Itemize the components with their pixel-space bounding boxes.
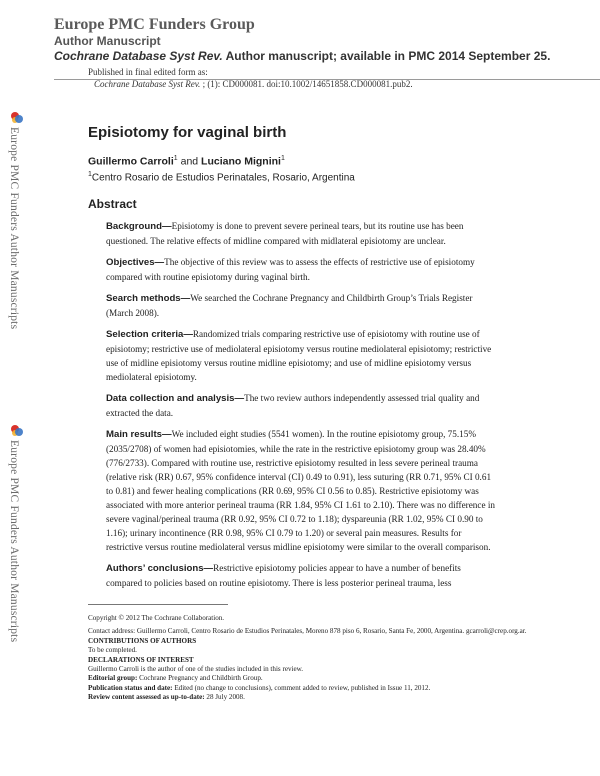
abstract-section (106, 561, 498, 590)
abstract-section (106, 255, 498, 284)
published-citation (88, 78, 558, 90)
author-manuscript-label: Author Manuscript (54, 34, 161, 48)
abstract-section (106, 219, 498, 248)
abstract-section-label: Background— (106, 221, 172, 232)
author-name: Luciano Mignini (201, 155, 281, 168)
review-label: Review content assessed as up-to-date: (88, 693, 205, 702)
abstract-section-label: Data collection and analysis— (106, 393, 245, 404)
abstract-section-text: We included eight studies (5541 women). In the routine episiotomy group, 75.15% (2035/2708) of women had episiotomies, while the rate in the restrictive episiotomy group was 28.40% (776/2733). Compared with routine use, restrictive episiotomy resulted in less severe perineal trauma (relative risk (RR) 0.67, 95% confidence interval (CI) 0.49 to 0.91), less suturing (RR 0.71, 95% CI 0.61 to 0.81) and fewer healing complications (RR 0.69, 95% CI 0.56 to 0.85). Restrictive episiotomy was associated with more anterior perineal trauma (RR 1.84, 95% CI 1.61 to 2.10). There was no difference in severe vaginal/perineal trauma (RR 0.92, 95% CI 0.72 to 1.18); dyspareunia (RR 1.02, 95% CI 0.90 to 1.16); urinary incontinence (RR 0.98, 95% CI 0.79 to 1.20) or several pain measures. Results for restrictive versus routine mediolateral versus midline episiotomy were similar to the overall comparison. (106, 429, 495, 552)
author-name: Guillermo Carroli (88, 155, 174, 168)
article-title: Episiotomy for vaginal birth (88, 124, 287, 141)
europe-pmc-logo-icon (11, 112, 23, 124)
abstract-section-text: We searched the Cochrane Pregnancy and Childbirth Group’s Trials Register (March 2008). (106, 293, 473, 318)
author-conjunction: and (177, 155, 202, 168)
abstract-section-label: Selection criteria— (106, 329, 193, 340)
abstract-section-text: Restrictive episiotomy policies appear to have a number of benefits compared to policies based on routine episiotomy. There is less posterior perineal trauma, less (106, 563, 461, 588)
abstract-section-text: Episiotomy is done to prevent severe perineal tears, but its routine use has been questioned. The relative effects of midline compared with midlateral episiotomy are unclear. (106, 221, 464, 246)
editorial-group (88, 674, 528, 683)
journal-name: Cochrane Database Syst Rev. (54, 49, 223, 63)
author-list (88, 155, 285, 168)
page-header (54, 16, 584, 64)
abstract-section-text: The objective of this review was to assess the effects of restrictive use of episiotomy compared with routine episiotomy during vaginal birth. (106, 257, 475, 282)
contributions-heading: CONTRIBUTIONS OF AUTHORS (88, 636, 197, 645)
published-journal: Cochrane Database Syst Rev. (94, 79, 201, 89)
copyright: Copyright © 2012 The Cochrane Collaboration. (88, 614, 225, 622)
editorial-text: Cochrane Pregnancy and Childbirth Group. (137, 674, 263, 683)
affiliation-marker: 1 (88, 171, 92, 178)
abstract-section (106, 391, 498, 420)
declarations-text: Guillermo Carroli is the author of one of the studies included in this review. (88, 665, 304, 674)
published-citation-rest: ; (1): CD000081. doi:10.1002/14651858.CD000081.pub2. (200, 79, 413, 89)
abstract-body (106, 219, 498, 597)
abstract-section-text: Randomized trials comparing restrictive use of episiotomy with routine use of episiotomy; restrictive use of mediolateral episiotomy versus routine mediolateral episiotomy; restrictive use of midline episiotomy versus routine midline episiotomy; and use of midline episiotomy versus mediolateral episiotomy. (106, 329, 492, 382)
journal-availability: Author manuscript; available in PMC 2014 September 25. (222, 49, 551, 63)
footnote-divider (88, 604, 228, 605)
abstract-section (106, 427, 498, 554)
published-note (88, 66, 558, 90)
review-text: 28 July 2008. (204, 693, 245, 702)
abstract-section (106, 327, 498, 384)
funders-group-title: Europe PMC Funders Group (54, 16, 255, 33)
author-affil-marker: 1 (173, 155, 178, 162)
abstract-section-label: Main results— (106, 429, 172, 440)
abstract-section (106, 291, 498, 320)
author-affil-marker: 1 (280, 155, 285, 162)
publication-status (88, 684, 528, 693)
affiliation-text: Centro Rosario de Estudios Perinatales, Rosario, Argentina (91, 172, 355, 184)
contact-address: Contact address: Guillermo Carroli, Centro Rosario de Estudios Perinatales, Moreno 878 piso 6, Rosario, Santa Fe, 2000, Argentina. gcarroli@crep.org.ar. (88, 627, 527, 636)
abstract-section-text: The two review authors independently assessed trial quality and extracted the data. (106, 393, 480, 418)
published-intro: Published in final edited form as: (88, 67, 208, 77)
affiliation (88, 171, 355, 183)
sidebar-watermark-bottom (8, 425, 30, 642)
europe-pmc-logo-icon (11, 425, 23, 437)
status-text: Edited (no change to conclusions), comment added to review, published in Issue 11, 2012. (172, 683, 431, 692)
sidebar-watermark-top (8, 112, 30, 329)
sidebar-text: Europe PMC Funders Author Manuscripts (8, 127, 20, 330)
contributions-text: To be completed. (88, 646, 137, 655)
abstract-section-label: Search methods— (106, 293, 191, 304)
logo-dot-blue (15, 115, 23, 123)
status-label: Publication status and date: (88, 683, 173, 692)
abstract-section-label: Authors’ conclusions— (106, 563, 214, 574)
review-assessed (88, 693, 528, 702)
abstract-section-label: Objectives— (106, 257, 165, 268)
sidebar-text: Europe PMC Funders Author Manuscripts (8, 440, 20, 643)
editorial-label: Editorial group: (88, 674, 138, 683)
journal-line (54, 49, 584, 64)
abstract-heading: Abstract (88, 197, 137, 211)
footnotes (88, 614, 528, 703)
declarations-heading: DECLARATIONS OF INTEREST (88, 655, 194, 664)
logo-dot-blue (15, 428, 23, 436)
